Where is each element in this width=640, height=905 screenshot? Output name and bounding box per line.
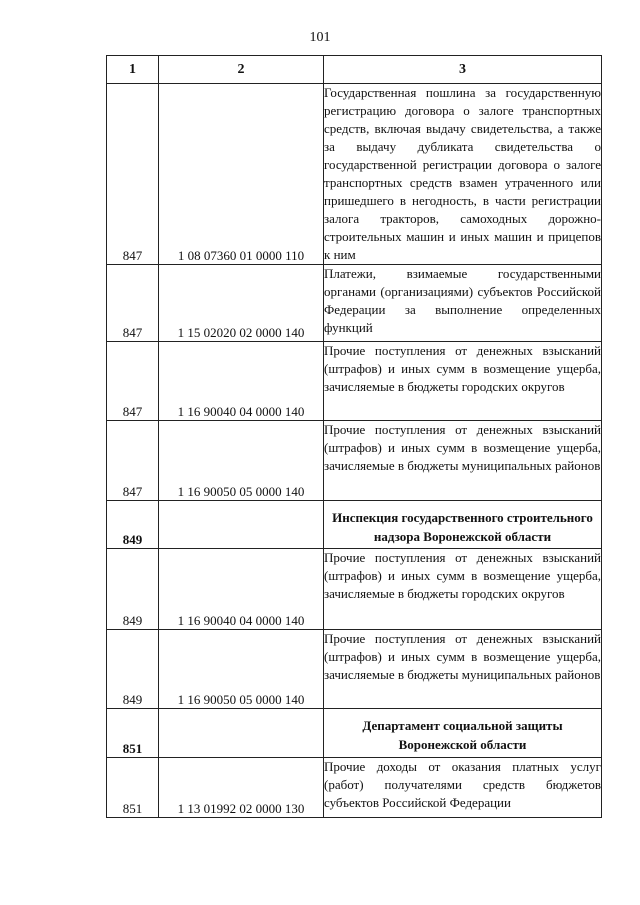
admin-code-cell: 847 — [107, 265, 159, 342]
budget-classification-code-cell — [159, 501, 324, 549]
budget-classification-code-cell: 1 13 01992 02 0000 130 — [159, 758, 324, 818]
table-row — [107, 265, 602, 342]
column-header-2: 2 — [159, 56, 324, 84]
revenue-description-cell: Прочие поступления от денежных взысканий (штрафов) и иных сумм в возмещение ущерба, зачисляемые в бюджеты городских округов — [324, 549, 602, 630]
table-row — [107, 758, 602, 818]
budget-classification-code-cell: 1 16 90040 04 0000 140 — [159, 549, 324, 630]
admin-code-cell: 849 — [107, 630, 159, 709]
table-row — [107, 630, 602, 709]
revenue-description-cell: Прочие поступления от денежных взысканий (штрафов) и иных сумм в возмещение ущерба, зачисляемые в бюджеты городских округов — [324, 342, 602, 421]
budget-classification-code-cell: 1 08 07360 01 0000 110 — [159, 84, 324, 265]
budget-classification-code-cell: 1 16 90050 05 0000 140 — [159, 630, 324, 709]
admin-code-cell: 851 — [107, 709, 159, 758]
table-row-section-heading — [107, 501, 602, 549]
admin-code-cell: 849 — [107, 501, 159, 549]
budget-classification-code-cell: 1 15 02020 02 0000 140 — [159, 265, 324, 342]
revenue-description-cell: Прочие поступления от денежных взысканий (штрафов) и иных сумм в возмещение ущерба, зачисляемые в бюджеты муниципальных районов — [324, 421, 602, 501]
table-row — [107, 549, 602, 630]
section-heading-cell: Инспекция государственного строительного надзора Воронежской области — [324, 501, 602, 549]
admin-code-cell: 847 — [107, 421, 159, 501]
revenue-description-cell: Прочие поступления от денежных взысканий (штрафов) и иных сумм в возмещение ущерба, зачисляемые в бюджеты муниципальных районов — [324, 630, 602, 709]
table-row — [107, 342, 602, 421]
budget-code-table — [106, 55, 602, 818]
section-heading-cell: Департамент социальной защиты Воронежской области — [324, 709, 602, 758]
table-row — [107, 84, 602, 265]
budget-classification-code-cell — [159, 709, 324, 758]
column-header-3: 3 — [324, 56, 602, 84]
revenue-description-cell: Государственная пошлина за государственную регистрацию договора о залоге транспортных средств, включая выдачу свидетельства, а также за выдачу дубликата свидетельства о государственной регистрации договора о залоге транспортных средств взамен утраченного или пришедшего в негодность, в части регистрации залога тракторов, самоходных дорожно-строительных машин и иных машин и прицепов к ним — [324, 84, 602, 265]
admin-code-cell: 849 — [107, 549, 159, 630]
column-header-1: 1 — [107, 56, 159, 84]
page-number: 101 — [309, 30, 331, 45]
budget-classification-code-cell: 1 16 90050 05 0000 140 — [159, 421, 324, 501]
admin-code-cell: 851 — [107, 758, 159, 818]
revenue-description-cell: Прочие доходы от оказания платных услуг (работ) получателями средств бюджетов субъектов Российской Федерации — [324, 758, 602, 818]
revenue-description-cell: Платежи, взимаемые государственными органами (организациями) субъектов Российской Федерации за выполнение определенных функций — [324, 265, 602, 342]
table-row-section-heading — [107, 709, 602, 758]
admin-code-cell: 847 — [107, 84, 159, 265]
admin-code-cell: 847 — [107, 342, 159, 421]
table-row — [107, 421, 602, 501]
budget-classification-code-cell: 1 16 90040 04 0000 140 — [159, 342, 324, 421]
table-header-row — [107, 56, 602, 84]
